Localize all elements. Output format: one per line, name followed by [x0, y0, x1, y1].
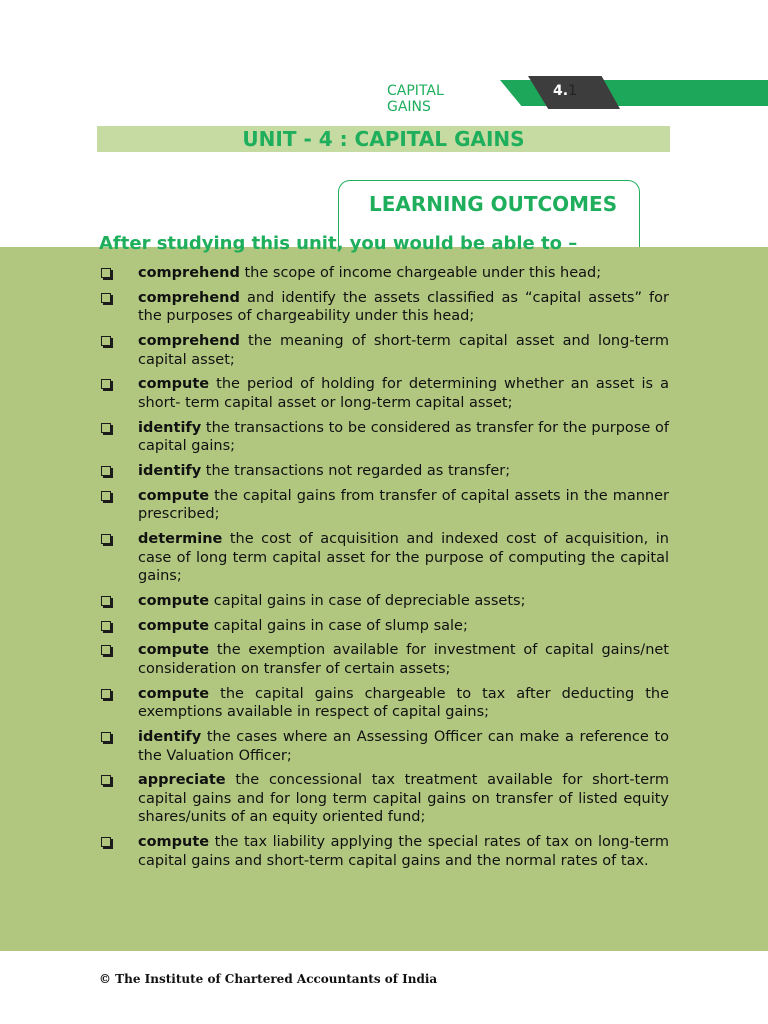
list-item-text: the scope of income chargeable under this head;	[239, 265, 602, 281]
list-item-verb: compute	[138, 376, 210, 393]
checkbox-bullet-icon	[101, 732, 111, 742]
list-item-text: the period of holding for determining whether an asset is a short- term capital asset or long-term capital asset;	[138, 376, 669, 411]
list-item-verb: compute	[138, 592, 210, 609]
list-item-verb: compute	[138, 642, 210, 659]
checkbox-bullet-icon	[101, 596, 111, 606]
list-item-text: and identify the assets classified as “capital assets” for the purposes of chargeability under this head;	[138, 289, 669, 325]
list-item-text: the transactions not regarded as transfer;	[201, 462, 511, 479]
list-item-text: the cost of acquisition and indexed cost of acquisition, in case of long term capital asset for the purpose of computing the capital gains;	[138, 531, 669, 585]
list-item	[99, 462, 669, 481]
list-item-verb: identify	[138, 419, 202, 436]
list-item	[99, 487, 669, 524]
unit-title: UNIT - 4 : CAPITAL GAINS	[242, 127, 525, 151]
chapter-label: CAPITAL GAINS	[387, 83, 444, 115]
learning-outcomes-title: LEARNING OUTCOMES	[369, 192, 618, 216]
list-item-text: the exemption available for investment of capital gains/net consideration on transfer of certain assets;	[138, 642, 669, 677]
list-item-text: the capital gains from transfer of capital assets in the manner prescribed;	[138, 487, 669, 523]
checkbox-bullet-icon	[101, 336, 111, 346]
page-number: 4.1	[553, 83, 577, 99]
list-item-text: the tax liability applying the special rates of tax on long-term capital gains and short-term capital gains and the normal rates of tax.	[138, 834, 669, 869]
intro-heading: After studying this unit, you would be able to –	[99, 233, 578, 254]
list-item-text: the capital gains chargeable to tax after deducting the exemptions available in respect of capital gains;	[138, 685, 669, 721]
list-item-verb: comprehend	[138, 289, 240, 306]
list-item-text: the concessional tax treatment available for short-term capital gains and for long term capital gains on transfer of listed equity shares/units of an equity oriented fund;	[138, 772, 669, 826]
footer-copyright: © The Institute of Chartered Accountants of India	[99, 972, 438, 986]
list-item-verb: identify	[138, 462, 202, 479]
list-item-verb: compute	[138, 617, 210, 634]
list-item-text: the meaning of short-term capital asset and long-term capital asset;	[138, 333, 669, 368]
list-item-text: capital gains in case of depreciable assets;	[209, 592, 526, 609]
list-item-text: capital gains in case of slump sale;	[209, 617, 468, 634]
list-item	[99, 728, 669, 765]
list-item-verb: comprehend	[138, 333, 240, 350]
list-item	[99, 592, 669, 611]
list-item-text: the transactions to be considered as transfer for the purpose of capital gains;	[138, 419, 669, 455]
checkbox-bullet-icon	[101, 621, 111, 631]
list-item	[99, 641, 669, 678]
checkbox-bullet-icon	[101, 379, 111, 389]
unit-title-bar	[97, 126, 670, 152]
list-item-verb: determine	[138, 531, 223, 548]
checkbox-bullet-icon	[101, 491, 111, 501]
list-item	[99, 685, 669, 722]
checkbox-bullet-icon	[101, 293, 111, 303]
list-item	[99, 264, 669, 283]
checkbox-bullet-icon	[101, 645, 111, 655]
checkbox-bullet-icon	[101, 268, 111, 278]
list-item-verb: identify	[138, 729, 202, 746]
checkbox-bullet-icon	[101, 466, 111, 476]
list-item	[99, 332, 669, 369]
checkbox-bullet-icon	[101, 534, 111, 544]
checkbox-bullet-icon	[101, 775, 111, 785]
list-item	[99, 833, 669, 870]
list-item-verb: comprehend	[138, 265, 240, 281]
list-item-verb: appreciate	[138, 772, 226, 789]
list-item-verb: compute	[138, 834, 210, 851]
list-item	[99, 419, 669, 456]
list-item-verb: compute	[138, 487, 210, 504]
list-item-text: the cases where an Assessing Officer can make a reference to the Valuation Officer;	[138, 729, 669, 764]
list-item	[99, 530, 669, 586]
list-item	[99, 771, 669, 827]
checkbox-bullet-icon	[101, 689, 111, 699]
checkbox-bullet-icon	[101, 837, 111, 847]
list-item	[99, 375, 669, 412]
list-item	[99, 617, 669, 636]
list-item-verb: compute	[138, 685, 210, 702]
list-item	[99, 289, 669, 326]
checkbox-bullet-icon	[101, 423, 111, 433]
outcomes-list	[99, 264, 669, 876]
